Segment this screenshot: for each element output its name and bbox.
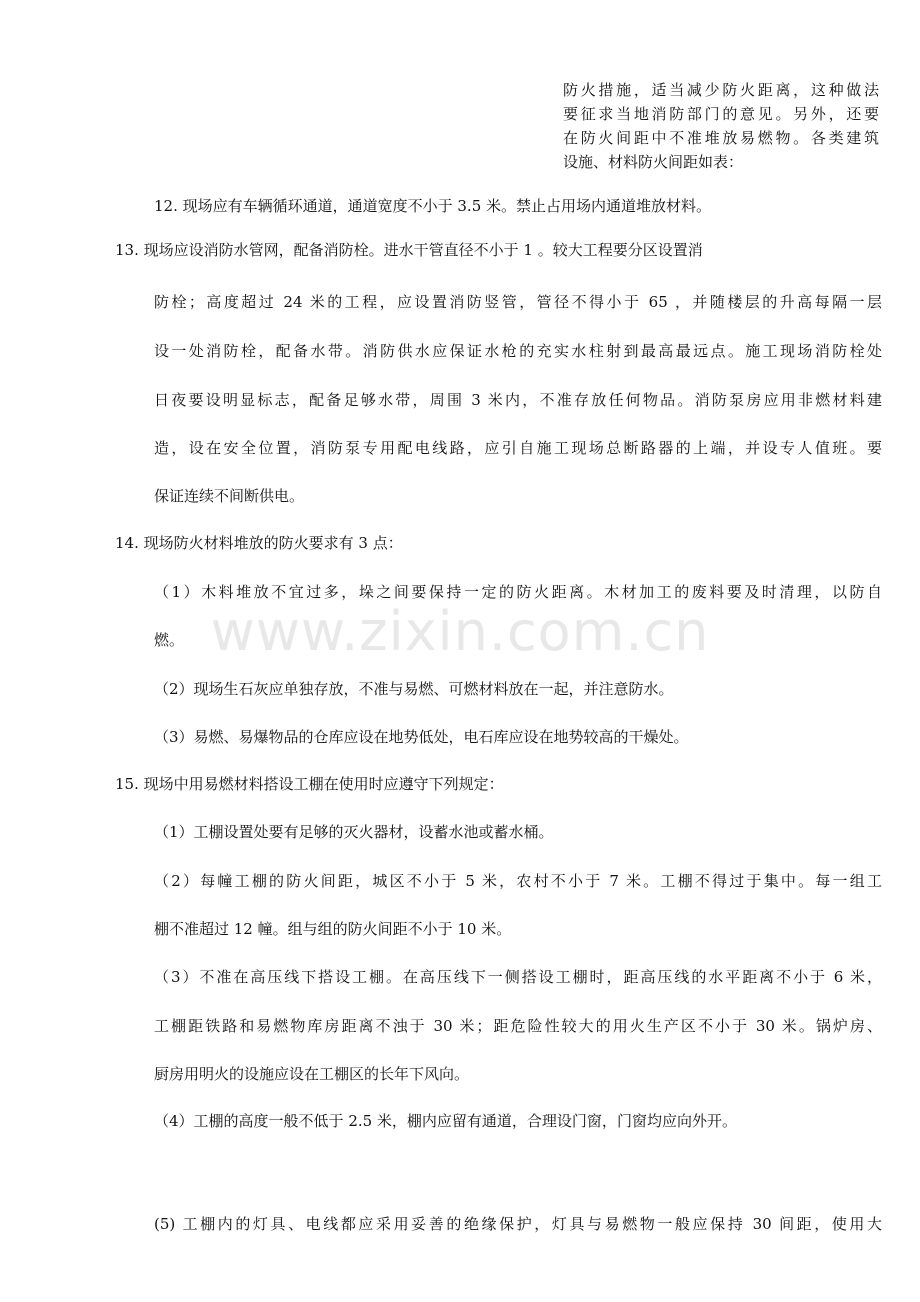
top-block-line: 设施、材料防火间距如表： <box>563 153 744 171</box>
item-13-body-line: 造，设在安全位置，消防泵专用配电线路，应引自施工现场总断路器的上端，并设专人值班。要 <box>154 439 882 457</box>
watermark: www.zixin.com.cn <box>210 600 710 663</box>
item-12: 12. 现场应有车辆循环通道，通道宽度不小于 3.5 米。禁止占用场内通道堆放材料。 <box>154 197 712 215</box>
item-14-point-1-cont: 燃。 <box>154 631 185 649</box>
item-15-point-3-cont: 厨房用明火的设施应设在工棚区的长年下风向。 <box>154 1065 470 1083</box>
item-13-body-line: 设一处消防栓，配备水带。消防供水应保证水枪的充实水柱射到最高最远点。施工现场消防栓处 <box>154 342 882 360</box>
item-15-point-5: (5) 工棚内的灯具、电线都应采用妥善的绝缘保护，灯具与易燃物一般应保持 30 间距，使用大 <box>154 1215 882 1233</box>
item-15-point-2-cont: 棚不准超过 12 幢。组与组的防火间距不小于 10 米。 <box>154 920 512 938</box>
item-15-heading: 15. 现场中用易燃材料搭设工棚在使用时应遵守下列规定： <box>115 775 504 793</box>
item-15-point-3: （3）不准在高压线下搭设工棚。在高压线下一侧搭设工棚时，距高压线的水平距离不小于 6 米， <box>154 968 882 986</box>
item-15-point-3-cont: 工棚距铁路和易燃物库房距离不浊于 30 米；距危险性较大的用火生产区不小于 30 米。锅炉房、 <box>154 1017 882 1035</box>
top-block-line: 要征求当地消防部门的意见。另外，还要 <box>563 105 879 123</box>
item-14-point-3: （3）易燃、易爆物品的仓库应设在地势低处，电石库应设在地势较高的干燥处。 <box>154 728 689 746</box>
item-14-point-1: （1）木料堆放不宜过多，垛之间要保持一定的防火距离。木材加工的废料要及时清理，以防自 <box>154 583 882 601</box>
item-14-point-2: （2）现场生石灰应单独存放，不准与易燃、可燃材料放在一起，并注意防水。 <box>154 680 674 698</box>
item-13-body-line: 保证连续不间断供电。 <box>154 487 305 505</box>
top-block-line: 在防火间距中不准堆放易燃物。各类建筑 <box>563 129 879 147</box>
item-15-point-2: （2）每幢工棚的防火间距，城区不小于 5 米，农村不小于 7 米。工棚不得过于集中。每一组工 <box>154 872 882 890</box>
item-13-body-line: 日夜要设明显标志，配备足够水带，周围 3 米内，不准存放任何物品。消防泵房应用非燃材料建 <box>154 391 882 409</box>
item-15-point-1: （1）工棚设置处要有足够的灭火器材，设蓄水池或蓄水桶。 <box>154 823 554 841</box>
item-14-heading: 14. 现场防火材料堆放的防火要求有 3 点： <box>115 534 403 552</box>
item-15-point-4: （4）工棚的高度一般不低于 2.5 米，棚内应留有通道，合理设门窗，门窗均应向外开。 <box>154 1112 737 1130</box>
top-block-line: 防火措施，适当减少防火距离，这种做法 <box>563 81 879 99</box>
item-13-heading: 13. 现场应设消防水管网，配备消防栓。进水干管直径不小于 1 。较大工程要分区设置消 <box>115 241 703 259</box>
item-13-body-line: 防栓；高度超过 24 米的工程，应设置消防竖管，管径不得小于 65 ，并随楼层的升高每隔一层 <box>154 293 882 311</box>
